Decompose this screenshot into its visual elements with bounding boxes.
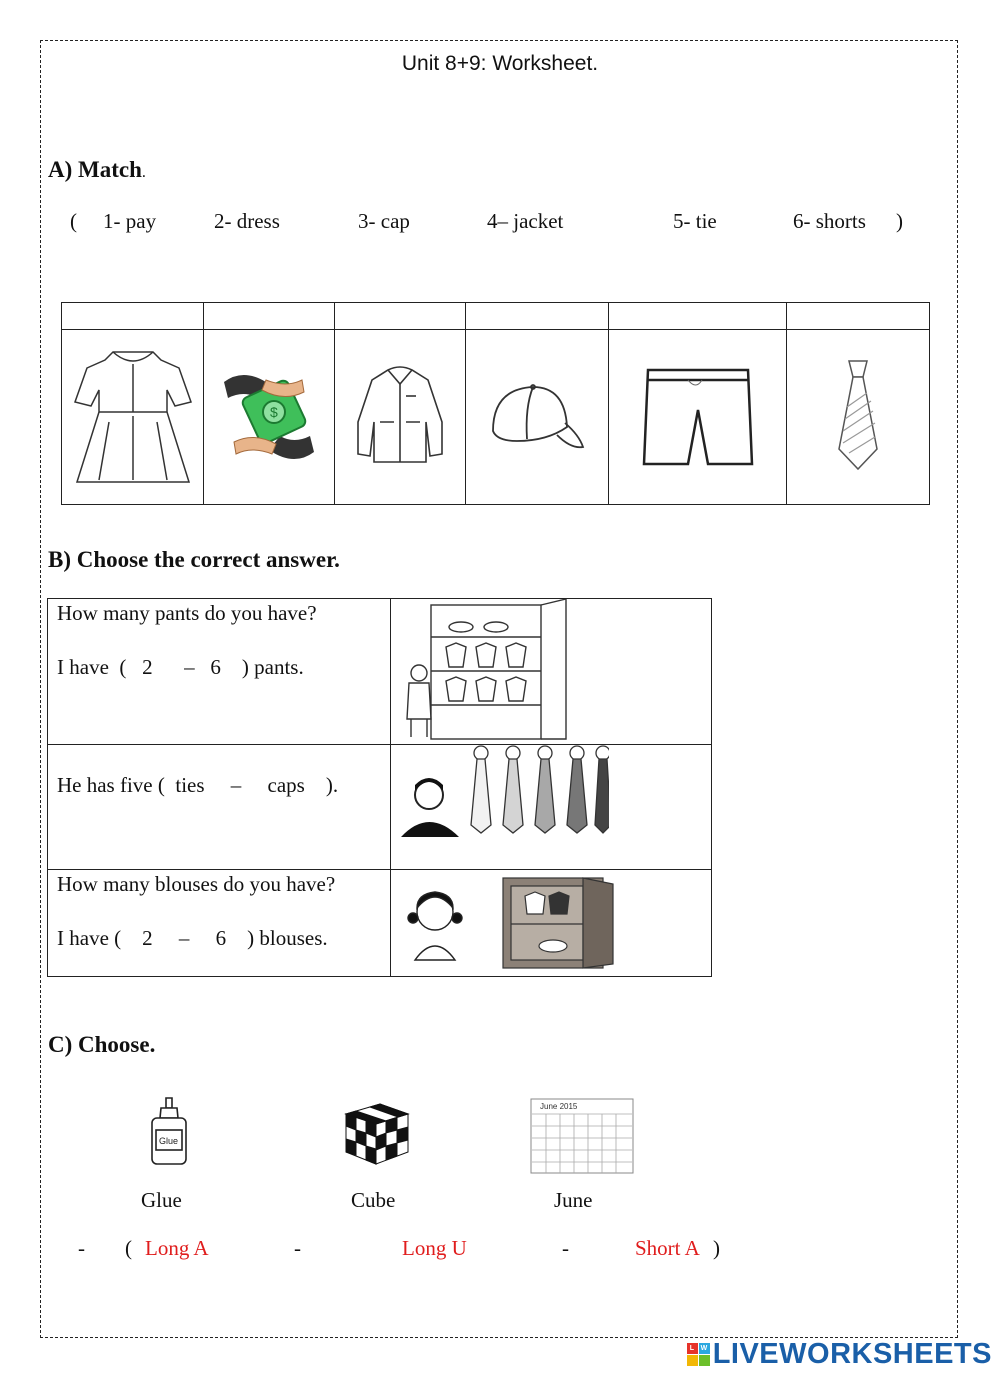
- option-long-u[interactable]: Long U: [402, 1236, 467, 1260]
- option-dash: -: [294, 1236, 301, 1260]
- word-bank-item: 2- dress: [214, 209, 280, 233]
- question-cell-3: [48, 870, 391, 977]
- option-dash: -: [562, 1236, 569, 1260]
- option-short-a[interactable]: Short A: [635, 1236, 700, 1260]
- man-with-ties-icon: [399, 745, 609, 855]
- tie-icon: [833, 357, 883, 477]
- glue-bottle-icon: [144, 1096, 194, 1168]
- answer-cell-2[interactable]: [204, 303, 335, 330]
- item-label-glue: Glue: [141, 1188, 182, 1212]
- answer-cell-5[interactable]: [609, 303, 787, 330]
- shorts-icon: [638, 362, 758, 472]
- item-label-cube: Cube: [351, 1188, 396, 1212]
- question-cell-1: [48, 599, 391, 745]
- word-bank-item: 6- shorts: [793, 209, 866, 233]
- girl-with-closet-icon: [403, 874, 633, 974]
- question-text: How many blouses do you have?: [57, 872, 336, 896]
- wardrobe-icon: [401, 599, 571, 744]
- cap-picture-cell: [466, 330, 609, 505]
- word-bank-item: 3- cap: [358, 209, 410, 233]
- girl-closet-picture-cell: [391, 870, 712, 977]
- word-bank-item: 5- tie: [673, 209, 717, 233]
- word-bank-item: 4– jacket: [487, 209, 564, 233]
- cube-icon: [342, 1100, 412, 1168]
- option-long-a[interactable]: Long A: [145, 1236, 209, 1260]
- word-bank-open-paren: (: [70, 209, 77, 233]
- section-a-heading: [48, 157, 146, 183]
- options-close-paren: ): [713, 1236, 720, 1260]
- page-title: Unit 8+9: Worksheet.: [401, 52, 599, 75]
- answer-choice-text[interactable]: He has five ( ties – caps ).: [57, 773, 339, 797]
- pay-picture-cell: [204, 330, 335, 505]
- section-a-heading-text: A) Match: [48, 157, 142, 182]
- jacket-icon: [350, 362, 450, 472]
- logo-square: [687, 1355, 698, 1366]
- logo-square: W: [700, 1345, 708, 1352]
- word-bank-item: 1- pay: [103, 209, 157, 233]
- tie-picture-cell: [787, 330, 930, 505]
- cap-icon: [487, 377, 587, 457]
- man-ties-picture-cell: [391, 745, 712, 870]
- question-cell-2: [48, 745, 391, 870]
- answer-cell-6[interactable]: [787, 303, 930, 330]
- shorts-picture-cell: [609, 330, 787, 505]
- section-a-heading-dot: .: [141, 164, 146, 181]
- logo-square: [699, 1355, 710, 1366]
- brand-name: LIVEWORKSHEETS: [712, 1338, 992, 1370]
- answer-cell-3[interactable]: [335, 303, 466, 330]
- answer-choice-text[interactable]: I have ( 2 – 6 ) blouses.: [57, 926, 328, 950]
- svg-text:$: $: [270, 404, 278, 420]
- logo-square: L: [687, 1343, 698, 1354]
- answer-choice-text[interactable]: I have ( 2 – 6 ) pants.: [57, 655, 304, 679]
- answer-cell-4[interactable]: [466, 303, 609, 330]
- section-b-heading: B) Choose the correct answer.: [48, 547, 340, 572]
- pay-money-icon: [214, 362, 324, 472]
- dress-picture-cell: [62, 330, 204, 505]
- word-bank-close-paren: ): [896, 209, 903, 233]
- calendar-title-text: June 2015: [540, 1102, 578, 1111]
- answer-cell-1[interactable]: [62, 303, 204, 330]
- dress-icon: [69, 342, 197, 492]
- glue-label-text: Glue: [159, 1136, 179, 1146]
- question-text: How many pants do you have?: [57, 601, 317, 625]
- wardrobe-picture-cell: [391, 599, 712, 745]
- match-table: [61, 302, 930, 505]
- section-c-heading: C) Choose.: [48, 1032, 156, 1057]
- calendar-icon: [530, 1098, 634, 1174]
- options-open-paren: (: [125, 1236, 132, 1260]
- choose-table: [47, 598, 712, 977]
- item-label-june: June: [554, 1188, 593, 1212]
- liveworksheets-logo-icon: [687, 1343, 710, 1366]
- liveworksheets-logo[interactable]: [687, 1338, 992, 1371]
- option-dash: -: [78, 1236, 85, 1260]
- jacket-picture-cell: [335, 330, 466, 505]
